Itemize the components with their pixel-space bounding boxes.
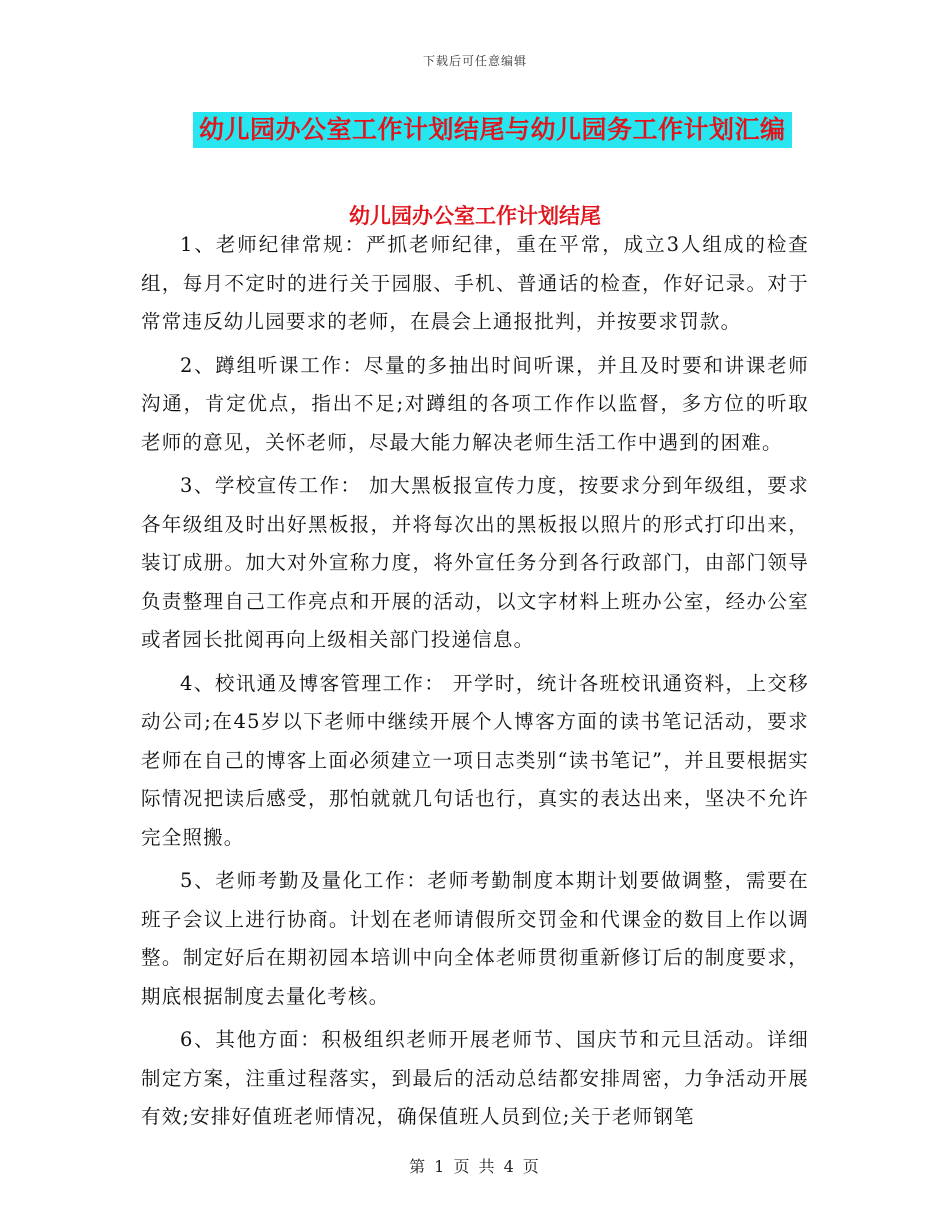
paragraph-4: 4、校讯通及博客管理工作： 开学时，统计各班校讯通资料，上交移动公司;在45岁以下老师中继续开展个人博客方面的读书笔记活动，要求老师在自己的博客上面必须建立一项日志类别“读书笔记”，并且要根据实际情况把读后感受，那怕就就几句话也行，真实的表达出来，坚决不允许完全照搬。 — [141, 671, 809, 849]
paragraph-6: 6、其他方面：积极组织老师开展老师节、国庆节和元旦活动。详细制定方案，注重过程落实，到最后的活动总结都安排周密，力争活动开展有效;安排好值班老师情况，确保值班人员到位;关于老师钢笔 — [141, 1028, 809, 1128]
page-number: 第 1 页 共 4 页 — [409, 1157, 541, 1176]
paragraph-5: 5、老师考勤及量化工作：老师考勤制度本期计划要做调整，需要在班子会议上进行协商。计划在老师请假所交罚金和代课金的数目上作以调整。制定好后在期初园本培训中向全体老师贯彻重新修订后的制度要求，期底根据制度去量化考核。 — [141, 869, 809, 1008]
main-title: 幼儿园办公室工作计划结尾与幼儿园务工作计划汇编 — [199, 115, 786, 144]
paragraph-3: 3、学校宣传工作： 加大黑板报宣传力度，按要求分到年级组，要求各年级组及时出好黑板报，并将每次出的黑板报以照片的形式打印出来，装订成册。加大对外宣称力度，将外宣任务分到各行政部门，由部门领导负责整理自己工作亮点和开展的活动，以文字材料上班办公室，经办公室或者园长批阅再向上级相关部门投递信息。 — [141, 474, 809, 651]
page-header-note: 下载后可任意编辑 — [422, 54, 527, 68]
section-title: 幼儿园办公室工作计划结尾 — [349, 204, 601, 228]
document-body — [141, 226, 809, 1137]
paragraph-2: 2、蹲组听课工作：尽量的多抽出时间听课，并且及时要和讲课老师沟通，肯定优点，指出不足;对蹲组的各项工作作以监督，多方位的听取老师的意见，关怀老师，尽最大能力解决老师生活工作中遇到的困难。 — [141, 353, 809, 454]
paragraph-1: 1、老师纪律常规：严抓老师纪律，重在平常，成立3人组成的检查组，每月不定时的进行关于园服、手机、普通话的检查，作好记录。对于常常违反幼儿园要求的老师，在晨会上通报批判，并按要求罚款。 — [141, 233, 809, 333]
main-title-highlight — [193, 112, 792, 148]
